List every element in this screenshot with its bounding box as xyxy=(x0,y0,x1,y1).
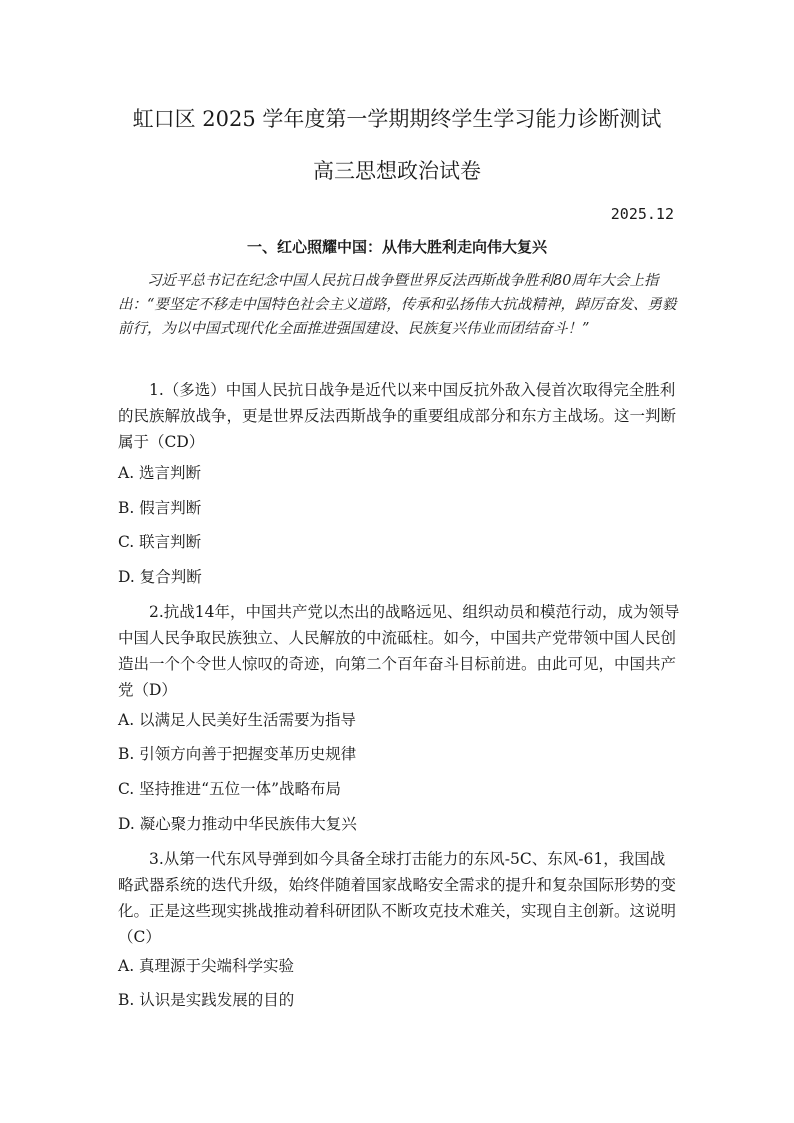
exam-title: 虹口区 2025 学年度第一学期期终学生学习能力诊断测试 xyxy=(132,107,662,131)
question-2-option-a: A. 以满足人民美好生活需要为指导 xyxy=(118,711,357,729)
section-heading: 一、红心照耀中国：从伟大胜利走向伟大复兴 xyxy=(246,238,547,256)
question-1-option-c: C. 联言判断 xyxy=(118,533,202,551)
question-2-option-d: D. 凝心聚力推动中华民族伟大复兴 xyxy=(118,815,357,833)
exam-date: 2025.12 xyxy=(610,205,674,223)
question-1-option-a: A. 选言判断 xyxy=(118,464,202,482)
question-3-option-a: A. 真理源于尖端科学实验 xyxy=(118,957,295,975)
question-2-stem: 2.抗战14年，中国共产党以杰出的战略远见、组织动员和模范行动，成为领导中国人民争取民族独立、人民解放的中流砥柱。如今，中国共产党带领中国人民创造出一个个令世人惊叹的奇迹，向第二个百年奋斗目标前进。由此可见，中国共产党（D） xyxy=(118,603,680,699)
question-1-option-b: B. 假言判断 xyxy=(118,499,202,517)
question-3-stem: 3.从第一代东风导弹到如今具备全球打击能力的东风-5C、东风-61，我国战略武器系统的迭代升级，始终伴随着国家战略安全需求的提升和复杂国际形势的变化。正是这些现实挑战推动着科研团队不断攻克技术难关，实现自主创新。这说明（C） xyxy=(118,850,677,946)
question-1-stem: 1.（多选）中国人民抗日战争是近代以来中国反抗外敌入侵首次取得完全胜利的民族解放战争，更是世界反法西斯战争的重要组成部分和东方主战场。这一判断属于（CD） xyxy=(118,381,677,451)
exam-subtitle: 高三思想政治试卷 xyxy=(313,159,481,183)
question-2-option-b: B. 引领方向善于把握变革历史规律 xyxy=(118,745,357,763)
question-1-option-d: D. 复合判断 xyxy=(118,568,202,586)
question-3-option-b: B. 认识是实践发展的目的 xyxy=(118,991,295,1009)
question-2-option-c: C. 坚持推进“五位一体”战略布局 xyxy=(118,780,342,798)
section-quote: 习近平总书记在纪念中国人民抗日战争暨世界反法西斯战争胜利80周年大会上指出：“要坚定不移走中国特色社会主义道路，传承和弘扬伟大抗战精神，踔厉奋发、勇毅前行，为以中国式现代化全面推进强国建设、民族复兴伟业而团结奋斗！” xyxy=(118,273,677,337)
